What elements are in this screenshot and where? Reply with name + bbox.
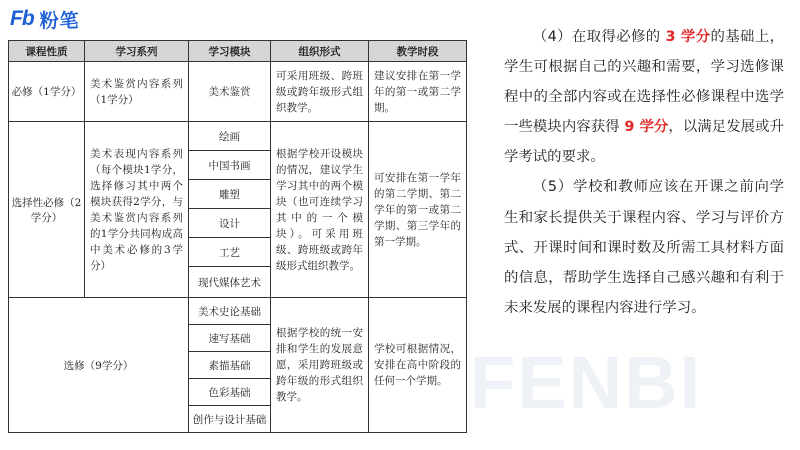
elective-nature: 选修（9学分） (9, 298, 189, 433)
required-series: 美术鉴赏内容系列（1学分） (90, 77, 183, 106)
p4-text-end: ，以满足发展或升学考试的要求。 (504, 119, 784, 166)
required-credit-highlight: 3 学分 (665, 29, 711, 45)
elective-module: 创作与设计基础 (189, 406, 271, 433)
required-nature: 必修（1学分） (9, 62, 85, 122)
selective-module: 中国书画 (189, 151, 271, 180)
fenbi-logo (10, 6, 80, 32)
selective-period: 可安排在第一学年的第二学期、第二学年的第一或第二学期、第三学年的第一学期。 (374, 171, 461, 248)
elective-module: 美术史论基础 (189, 298, 271, 325)
p4-text-middle: 的基础上，学生可根据自己的兴趣和需要，学习选修课程中的全部内容或在选择性必修课程中选学一些模块内容获得 (504, 29, 784, 136)
required-module: 美术鉴赏 (189, 62, 271, 122)
table-row-selective (9, 122, 467, 151)
table-row-elective (9, 298, 467, 325)
elective-period: 学校可根据情况，安排在高中阶段的任何一个学期。 (374, 343, 461, 387)
selective-module: 雕塑 (189, 180, 271, 209)
p4-text-start: （4）在取得必修的 (532, 29, 666, 45)
elective-organization-cell (271, 298, 369, 433)
selective-period-cell (369, 122, 467, 298)
elective-module: 速写基础 (189, 325, 271, 352)
header-nature: 课程性质 (9, 41, 85, 62)
elective-credit-highlight: 9 学分 (624, 119, 669, 136)
required-series-cell (85, 62, 189, 122)
brand-name: 粉笔 (39, 9, 80, 32)
required-period: 建议安排在第一学年的第一或第二学期。 (374, 69, 461, 114)
header-period: 教学时段 (369, 41, 467, 62)
elective-module: 色彩基础 (189, 379, 271, 406)
selective-organization: 根据学校开设模块的情况，建议学生学习其中的两个模块（也可连续学习其中的一个模块）。可采用班级、跨班级或跨年级形式组织教学。 (276, 147, 363, 272)
selective-module: 现代媒体艺术 (189, 267, 271, 298)
curriculum-table (8, 40, 467, 433)
watermark: FENBI (470, 341, 702, 424)
required-organization: 可采用班级、跨班级或跨年级形式组织教学。 (276, 69, 363, 114)
explanation-text (504, 22, 784, 323)
paragraph-5: （5）学校和教师应该在开课之前向学生和家长提供关于课程内容、学习与评价方式、开课时间和课时数及所需工具材料方面的信息，帮助学生选择自己感兴趣和有利于未来发展的课程内容进行学习。 (504, 179, 784, 316)
selective-series: 美术表现内容系列（每个模块1学分，选择修习其中两个模块获得2学分，与美术鉴赏内容系列的1学分共同构成高中美术必修的3学分） (90, 147, 183, 272)
header-series: 学习系列 (85, 41, 189, 62)
logo-mark-text: Fb (10, 7, 34, 30)
required-organization-cell (271, 62, 369, 122)
selective-module: 绘画 (189, 122, 271, 151)
selective-module: 工艺 (189, 238, 271, 267)
header-organization: 组织形式 (271, 41, 369, 62)
required-period-cell (369, 62, 467, 122)
elective-module: 素描基础 (189, 352, 271, 379)
paragraph-4 (504, 22, 784, 172)
elective-period-cell (369, 298, 467, 433)
fb-logo-mark (10, 8, 34, 30)
header-module: 学习模块 (189, 41, 271, 62)
elective-organization: 根据学校的统一安排和学生的发展意愿，采用跨班级或跨年级的形式组织教学。 (276, 327, 363, 403)
selective-nature: 选择性必修（2学分） (9, 122, 85, 298)
table-row-required (9, 62, 467, 122)
selective-module: 设计 (189, 209, 271, 238)
selective-series-cell (85, 122, 189, 298)
curriculum-table-container (8, 40, 466, 426)
selective-organization-cell (271, 122, 369, 298)
table-header-row (9, 41, 467, 62)
